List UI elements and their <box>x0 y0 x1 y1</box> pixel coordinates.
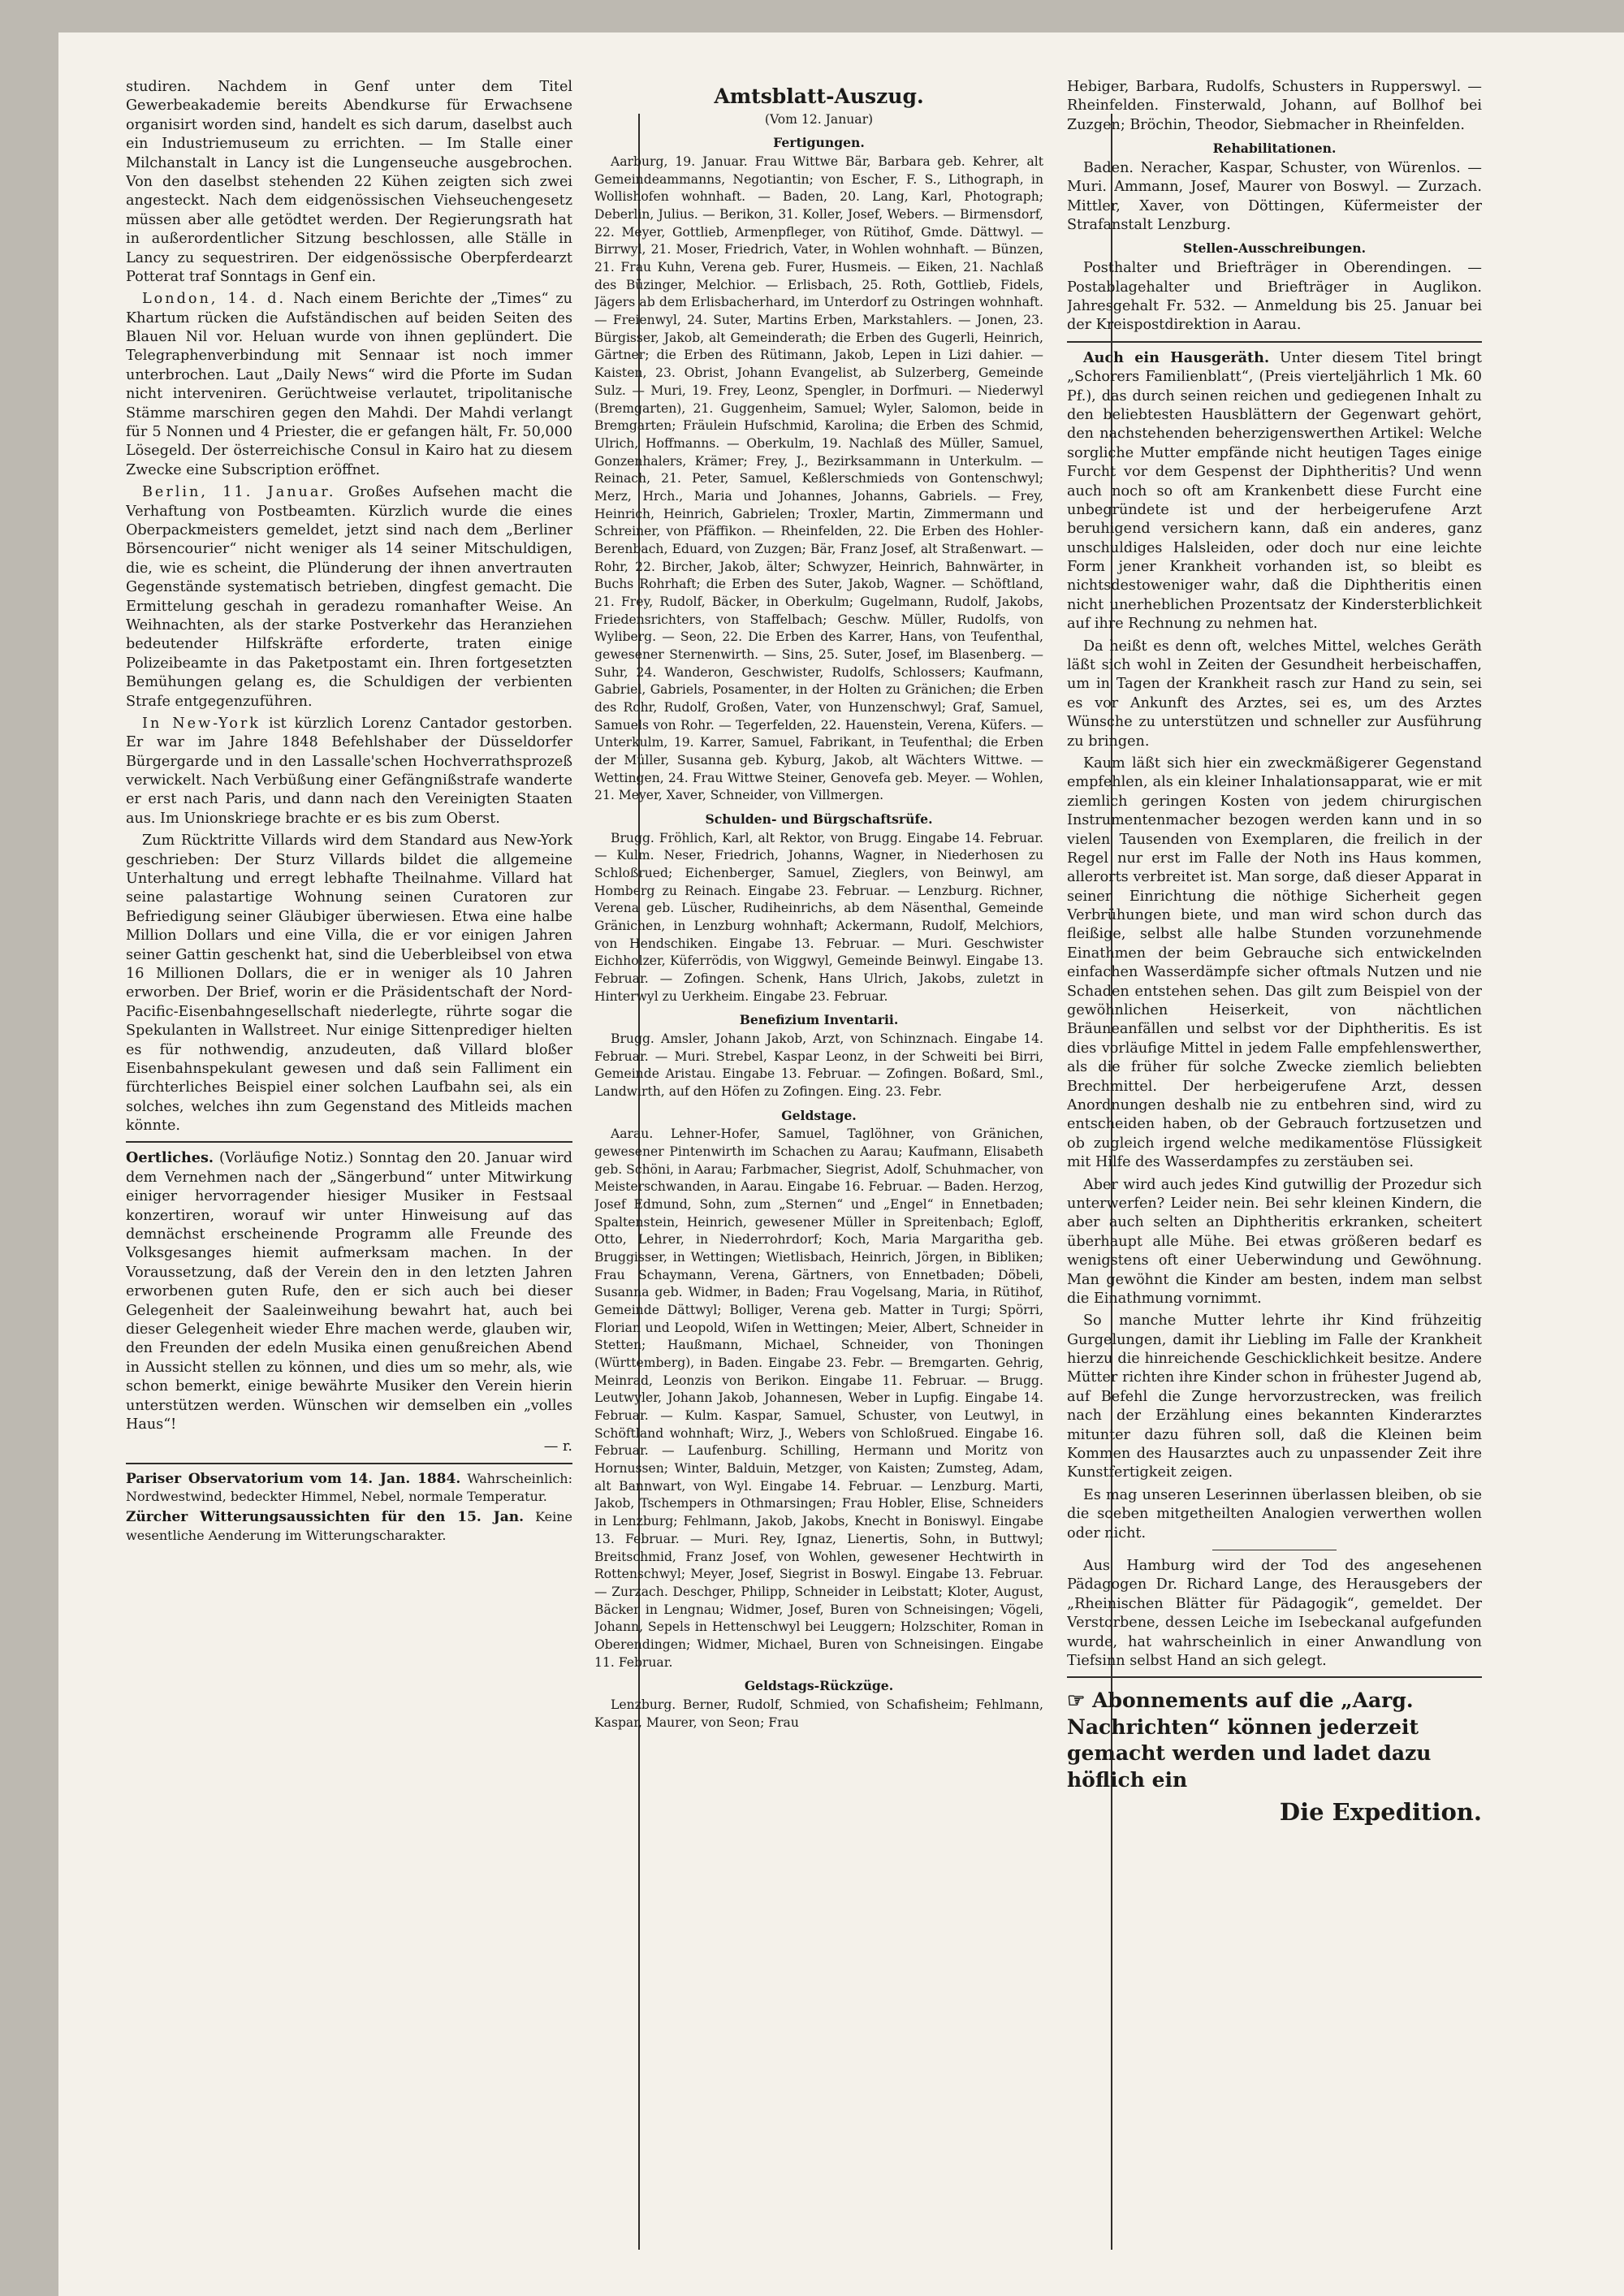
list-schulden: Brugg. Fröhlich, Karl, alt Rektor, von Brugg. Eingabe 14. Februar. — Kulm. Neser, Friedrich, Johanns, Wagner, in Niederhosen zu Schloßrued; Eichenberger, Samuel, Zieglers, von Beinwyl, am Homberg zu Reinach. Eingabe 23. Februar. — Lenzburg. Richner, Verena geb. Lüscher, Rudiheinrichs, ab dem Näsenthal, Gemeinde Gränichen, in Lenzburg wohnhaft; Ackermann, Rudolf, Melchiors, von Hendschiken. Eingabe 13. Februar. — Muri. Geschwister Eichholzer, Küferrödis, von Wiggwyl, Gemeinde Beinwyl. Eingabe 13. Februar. — Zofingen. Schenk, Hans Ulrich, Jakobs, zuletzt in Hinterwyl zu Uerkheim. Eingabe 23. Februar. <box>594 830 1043 1004</box>
list-fertigungen: Aarburg, 19. Januar. Frau Wittwe Bär, Barbara geb. Kehrer, alt Gemeindeammanns, Negotiantin; von Escher, F. S., Lithograph, in Wollishofen wohnhaft. — Baden, 20. Lang, Karl, Photograph; Deberlin, Julius. — Berikon, 31. Koller, Josef, Webers. — Birmensdorf, 22. Meyer, Gottlieb, Armenpfleger, von Rütihof, Gmde. Dättwyl. — Birrwyl, 21. Moser, Friedrich, Vater, in Wohlen wohnhaft. — Bünzen, 21. Frau Kuhn, Verena geb. Furer, Husmeis. — Eiken, 21. Nachlaß des Büzinger, Melchior. — Erlisbach, 25. Roth, Gottlieb, Fidels, Jägers ab dem Erlisbacherhard, im Unterdorf zu Ostringen wohnhaft. — Freienwyl, 24. Suter, Martins Erben, Markstahlers. — Jonen, 23. Bürgisser, Jakob, alt Gemeinderath; die Erben des Gugerli, Heinrich, Gärtner; die Erben des Rütimann, Jakob, Lepen in Lizi dahier. — Kaisten, 23. Obrist, Johann Evangelist, ab Sulzerberg, Gemeinde Sulz. — Muri, 19. Frey, Leonz, Spengler, in Dorfmuri. — Niederwyl (Bremgarten), 21. Guggenheim, Samuel; Wyler, Salomon, beide in Bremgarten; Fräulein Hufschmid, Karolina; die Erben des Schmid, Ulrich, Hoffmanns. — Oberkulm, 19. Nachlaß des Müller, Samuel, Gonzenhalers, Krämer; Frey, J., Bezirksammann in Unterkulm. — Reinach, 21. Peter, Samuel, Keßlerschmieds von Gontenschwyl; Merz, Hrch., Maria und Johannes, Johanns, Gabriels. — Frey, Heinrich, Heinrich, Gabrielen; Troxler, Martin, Zimmermann und Schreiner, von Pfäffikon. — Rheinfelden, 22. Die Erben des Hohler-Berenbach, Eduard, von Zuzgen; Bär, Franz Josef, alt Straßenwart. — Rohr, 22. Bircher, Jakob, älter; Schwyzer, Heinrich, Bahnwärter, in Buchs Rohrhaft; die Erben des Suter, Jakob, Wagner. — Schöftland, 21. Frey, Rudolf, Bäcker, in Oberkulm; Gugelmann, Rudolf, Jakobs, Friedensrichters, von Staffelbach; Geschw. Müller, Rudolfs, von Wyliberg. — Seon, 22. Die Erben des Karrer, Hans, von Teufenthal, gewesener Sternenwirth. — Sins, 25. Suter, Josef, im Blasenberg. — Suhr, 24. Wanderon, Geschwister, Rudolfs, Schlossers; Kaufmann, Gabriel, Gabriels, Posamenter, in der Holten zu Gränichen; die Erben des Rohr, Rudolf, Großen, Vater, von Hunzenschwyl; Graf, Samuel, Samuels von Rohr. — Tegerfelden, 22. Hauenstein, Verena, Küfers. — Unterkulm, 19. Karrer, Samuel, Fabrikant, in Teufenthal; die Erben der Müller, Susanna geb. Kyburg, Jakob, alt Wächters Wittwe. — Wettingen, 24. Frau Wittwe Steiner, Genovefa geb. Meyer. — Wohlen, 21. Meyer, Xaver, Schneider, von Villmergen. <box>594 154 1043 803</box>
list-stellen: Posthalter und Briefträger in Oberendingen. — Postablagehalter und Briefträger in Auglikon. Jahresgehalt Fr. 532. — Anmeldung bis 25. Januar bei der Kreispostdirektion in Aarau. <box>1067 260 1482 334</box>
local-note: (Vorläufige Notiz.) <box>219 1150 354 1167</box>
article-london-text: Nach einem Berichte der „Times“ zu Khartum rücken die Aufständischen auf beiden Seiten des Blauen Nil vor. Heluan wurde von ihnen geplündert. Die Telegraphenverbindung mit Sennaar ist noch immer unterbrochen. Laut „Daily News“ wird die Pforte im Sudan nicht interveniren. Gerüchtweise verlautet, tripolitanische Stämme marschiren gegen den Mahdi. Der Mahdi verlangt für 5 Nonnen und 4 Priester, die er gefangen hält, Fr. 50,000 Lösegeld. Der österreichische Consul in Kairo hat zu diesem Zwecke eine Subscription eröffnet. <box>126 291 572 478</box>
section-divider <box>126 1463 572 1464</box>
list-benefizium: Brugg. Amsler, Johann Jakob, Arzt, von Schinznach. Eingabe 14. Februar. — Muri. Strebel, Kaspar Leonz, in der Schweiti bei Birri, Gemeinde Aristau. Eingabe 13. Februar. — Zofingen. Boßard, Sml., Landwirth, auf den Höfen zu Zofingen. Eing. 23. Febr. <box>594 1031 1043 1100</box>
article-berlin <box>126 483 572 711</box>
weather-paris-heading: Pariser Observatorium <box>126 1470 304 1487</box>
article-villard: Zum Rücktritte Villards wird dem Standard aus New-York geschrieben: Der Sturz Villards bildet die allgemeine Unterhaltung und erregt lebhafte Theilnahme. Villard hat seine palastartige Wohnung seinen Curatoren zur Befriedigung seiner Gläubiger überwiesen. Etwa eine halbe Million Dollars und eine Villa, die er vor einigen Jahren seiner Gattin geschenkt hat, sind die Ueberbleibsel von etwa 16 Millionen Dollars, die er in weniger als 10 Jahren erworben. Der Brief, worin er die Präsidentschaft der Nord-Pacific-Eisenbahngesellschaft niederlegte, rührte sogar die Spekulanten in Wallstreet. Nur einige Sittenprediger hielten es für nothwendig, anzudeuten, daß Villard bloßer Eisenbahnspekulant gewesen und daß sein Falliment ein fürchterliches Beispiel einer solchen Laufbahn sei, als ein solches, welches ihn zum Gegenstand des Mitleids machen könnte. <box>126 832 572 1135</box>
local-signature: — r. <box>543 1438 572 1455</box>
list-continued: Hebiger, Barbara, Rudolfs, Schusters in Rupperswyl. — Rheinfelden. Finsterwald, Johann, auf Bollhof bei Zuzgen; Bröchin, Theodor, Siebmacher in Rheinfelden. <box>1067 79 1482 133</box>
list-rehabilitationen: Baden. Neracher, Kaspar, Schuster, von Würenlos. — Muri. Ammann, Josef, Maurer von Boswyl. — Zurzach. Mittler, Xaver, von Döttingen, Küfermeister der Strafanstalt Lenzburg. <box>1067 159 1482 234</box>
article-london <box>126 290 572 480</box>
section-divider <box>126 1141 572 1143</box>
heading-geldstage: Geldstage. <box>781 1107 857 1123</box>
weather-zurich <box>126 1508 572 1544</box>
list-rueckzuege: Lenzburg. Berner, Rudolf, Schmied, von Schafisheim; Fehlmann, Kaspar, Maurer, von Seon; Frau <box>594 1697 1043 1730</box>
column-middle <box>594 78 1043 2242</box>
weather-paris <box>126 1470 572 1506</box>
amtsblatt-date: (Vom 12. Januar) <box>764 111 874 127</box>
article-new-york <box>126 715 572 828</box>
article-berlin-text: Großes Aufsehen macht die Verhaftung von Postbeamten. Kürzlich wurde die eines Oberpackmeisters gemeldet, jetzt sind nach dem „Berliner Börsencourier“ nicht weniger als 14 seiner Mitschuldigen, die, wie es scheint, die Plünderung der ihnen anvertrauten Gegenstände systematisch betrieben, dingfest gemacht. Die Ermittelung geschah in geradezu romanhafter Weise. An Weihnachten, als der starke Postverkehr das Heranziehen bedeutender Hilfskräfte erforderte, traten einige Polizeibeamte in das Paketpostamt ein. Ihren fortgesetzten Bemühungen gelang es, die Schuldigen der verbienten Strafe entgegenzuführen. <box>126 484 572 710</box>
heading-benefizium: Benefizium Inventarii. <box>739 1012 899 1028</box>
heading-schulden: Schulden- und Bürgschaftsrüfe. <box>705 811 933 827</box>
article-local <box>126 1148 572 1434</box>
weather-paris-date: vom 14. Jan. 1884. <box>309 1470 461 1487</box>
hausgeraeth-heading: Auch ein Hausgeräth. <box>1083 348 1270 366</box>
heading-rueckzuege: Geldstags-Rückzüge. <box>744 1678 894 1694</box>
hausgeraeth-paragraph: Aber wird auch jedes Kind gutwillig der Prozedur sich unterwerfen? Leider nein. Bei sehr kleinen Kindern, die aber auch selten an Diphtheritis erkranken, scheitert überhaupt alle Mühe. Bei etwas größeren bedarf es wenigstens oft einer Ueberwindung und Gewöhnung. Man gewöhnt die Kinder am besten, indem man selbst die Einathmung vornimmt. <box>1067 1176 1482 1307</box>
local-heading: Oertliches. <box>126 1149 214 1167</box>
dateline-london: London, 14. d. <box>142 291 287 308</box>
weather-zurich-heading: Zürcher Witterungsaussichten <box>126 1509 370 1526</box>
weather-paris-text: Wahrscheinlich: Nordwestwind, bedeckter Himmel, Nebel, normale Temperatur. <box>126 1470 572 1505</box>
article-geneva: studiren. Nachdem in Genf unter dem Titel Gewerbeakademie bereits Abendkurse für Erwachsene organisirt worden sind, handelt es sich darum, daselbst auch ein Industriemuseum zu errichten. — Im Stalle einer Milchanstalt in Lancy ist die Lungenseuche ausgebrochen. Von den daselbst stehenden 22 Kühen zeigten sich zwei angesteckt. Nach dem eidgenössischen Viehseuchengesetz müssen aber alle getödtet werden. Der Regierungsrath hat in außerordentlicher Sitzung beschlossen, alle Ställe in Lancy zu sequestriren. Der eidgenössische Oberpferdearzt Potterat traf Sonntags in Genf ein. <box>126 79 572 285</box>
heading-fertigungen: Fertigungen. <box>773 135 865 151</box>
article-hausgeraeth <box>1067 348 1482 634</box>
section-divider <box>1067 341 1482 343</box>
heading-rehabilitationen: Rehabilitationen. <box>1212 141 1337 157</box>
notice-signature: Die Expedition. <box>1279 1798 1482 1827</box>
heading-stellen: Stellen-Ausschreibungen. <box>1182 240 1367 257</box>
hausgeraeth-paragraph: Da heißt es denn oft, welches Mittel, welches Geräth läßt sich wohl in Zeiten der Gesundheit herbeischaffen, um in Tagen der Krankheit rasch zur Hand zu sein, sei es vor Ankunft des Arztes, sei es, um des Arztes Wünsche zu unterstützen und schneller zur Ausführung zu bringen. <box>1067 638 1482 750</box>
hausgeraeth-text: Unter diesem Titel bringt „Schorers Familienblatt“, (Preis vierteljährlich 1 Mk. 60 Pf.), das durch seinen reichen und gediegenen Inhalt zu den beliebtesten Hausblättern der Gegenwart gehört, den nachstehenden beherzigenswerthen Artikel: Welche sorgliche Mutter empfände nicht heutigen Tages einige Furcht vor dem Gespenst der Diphtheritis? Und wenn auch noch so oft am Krankenbett diese Furcht eine unbegründete ist und der herbeigerufene Arzt beruhigend versichern kann, daß ein anderes, ganz unschuldiges Halsleiden, oder doch nur eine leichte Form jener Krankheit vorhanden ist, so bleibt es nichtsdestoweniger wahr, daß die Diphtheritis einen nicht unerheblichen Prozentsatz der Kindersterblichkeit auf ihre Rechnung zu nehmen hat. <box>1067 349 1482 633</box>
column-right <box>1067 78 1482 2242</box>
local-text: Sonntag den 20. Januar wird dem Vernehmen nach der „Sängerbund“ unter Mitwirkung einiger hervorragender hiesiger Musiker in Festsaal konzertiren, worauf wir unter Hinweisung auf das demnächst erscheinende Programm alle Freunde des Volksgesanges hiemit aufmerksam machen. In der Voraussetzung, daß der Verein den in den letzten Jahren erworbenen guten Rufe, den er sich auch bei dieser Gelegenheit der Saaleinweihung bewahrt hat, auch bei dieser Gelegenheit wieder Ehre machen werde, glauben wir, den Freunden der edeln Musika einen genußreichen Abend in Aussicht stellen zu können, und dies um so mehr, als, wie schon bemerkt, einige bewährte Musiker den Verein hierin unterstützen werden. Wünschen wir demselben ein „volles Haus“! <box>126 1150 572 1433</box>
weather-zurich-date: für den 15. Jan. <box>381 1509 525 1526</box>
hausgeraeth-paragraph: Es mag unseren Leserinnen überlassen bleiben, ob sie die soeben mitgetheilten Analogien verwerthen wollen oder nicht. <box>1067 1486 1482 1541</box>
hausgeraeth-paragraph: Kaum läßt sich hier ein zweckmäßigerer Gegenstand empfehlen, als ein kleiner Inhalationsapparat, wie er mit ziemlich geringen Kosten von jedem chirurgischen Instrumentenmacher bezogen werden kann und in so vielen Tausenden von Exemplaren, die freilich in der Regel nur erst im Falle der Noth ins Haus kommen, allerorts verbreitet ist. Man sorge, daß dieser Apparat in seiner Einrichtung die nöthige Sicherheit gegen Verbrühungen biete, und man wird schon durch das fleißige, selbst alle halbe Stunden vorzunehmende Einathmen der beim Gebrauche sich entwickelnden einfachen Wasserdämpfe sicher oftmals Nutzen und nie Schaden entstehen sehen. Das gilt zum Beispiel von der gewöhnlichen Heiserkeit, von nächtlichen Bräuneanfällen und selbst vor der Diphtheritis. Es ist dies vorläufige Mittel in jedem Falle empfehlenswerther, als die früher für solche Zwecke ziemlich beliebten Brechmittel. Der herbeigerufene Arzt, dessen Anordnungen deshalb nie zu entbehren sind, wird zu entscheiden haben, ob der Gebrauch fortzusetzen und ob zugleich irgend welche medikamentöse Flüssigkeit mit Hilfe des Wasserdampfes zu zerstäuben sei. <box>1067 755 1482 1171</box>
list-geldstage: Aarau. Lehner-Hofer, Samuel, Taglöhner, von Gränichen, gewesener Pintenwirth im Schachen zu Aarau; Kaufmann, Elisabeth geb. Schöni, in Aarau; Farbmacher, Siegrist, Adolf, Schuhmacher, von Meisterschwanden, in Aarau. Eingabe 16. Februar. — Baden. Herzog, Josef Edmund, Sohn, zum „Sternen“ und „Engel“ in Ennetbaden; Spaltenstein, Heinrich, gewesener Müller in Spreitenbach; Egloff, Otto, Lehrer, in Niederrohrdorf; Koch, Maria Margaritha geb. Bruggisser, in Wettingen; Wietlisbach, Heinrich, Jörgen, in Bibliken; Frau Schaymann, Verena, Gärtners, von Ennetbaden; Döbeli, Susanna geb. Widmer, in Baden; Frau Vogelsang, Maria, in Rütihof, Gemeinde Dättwyl; Bolliger, Verena geb. Matter in Turgi; Spörri, Florian und Leopold, Wiſen in Wettingen; Meier, Albert, Schneider in Stetten; Haußmann, Michael, Schneider, von Thoningen (Württemberg), in Baden. Eingabe 23. Febr. — Bremgarten. Gehrig, Meinrad, Leonzis von Berikon. Eingabe 11. Februar. — Brugg. Leutwyler, Johann Jakob, Johannesen, Weber in Lupfig. Eingabe 14. Februar. — Kulm. Kaspar, Samuel, Schuster, von Leutwyl, in Schöftland wohnhaft; Wirz, J., Webers von Schloßrued. Eingabe 16. Februar. — Laufenburg. Schilling, Hermann und Moritz von Hornussen; Winter, Balduin, Metzger, von Kaisten; Zumsteg, Adam, alt Bannwart, von Wyl. Eingabe 14. Februar. — Lenzburg. Marti, Jakob, Tschempers in Othmarsingen; Frau Hobler, Elise, Schneiders in Lenzburg; Fehlmann, Jakob, Jakobs, Knecht in Boniswyl. Eingabe 13. Februar. — Muri. Rey, Ignaz, Lienertis, Sohn, in Buttwyl; Breitschmid, Franz Josef, von Wohlen, gewesener Hechtwirth in Rottenschwyl; Meyer, Josef, Siegrist in Boswyl. Eingabe 13. Februar. — Zurzach. Deschger, Philipp, Schneider in Leibstatt; Kloter, August, Bäcker in Lengnau; Widmer, Josef, Buren von Schneisingen; Vögeli, Johann, Sepels in Hettenschwyl bei Leuggern; Holzschiter, Roman in Oberendingen; Widmer, Michael, Buren von Schneisingen. Eingabe 11. Februar. <box>594 1126 1043 1670</box>
article-hamburg: Aus Hamburg wird der Tod des angesehenen Pädagogen Dr. Richard Lange, des Herausgebers der „Rheinischen Blätter für Pädagogik“, gemeldet. Der Verstorbene, dessen Leiche im Isebeckanal aufgefunden wurde, hat wahrscheinlich in einer Anwandlung von Tiefsinn selbst Hand an sich gelegt. <box>1067 1557 1482 1669</box>
dateline-new-york: In New-York <box>142 715 261 732</box>
article-new-york-text: ist kürzlich Lorenz Cantador gestorben. Er war im Jahre 1848 Befehlshaber der Düsseldorfer Bürgergarde und in den Lassalle'schen Hochverrathsprozeß verwickelt. Nach Verbüßung einer Gefängnißstrafe wanderte er erst nach Paris, und dann nach den Vereinigten Staaten aus. Im Unionskriege brachte er es bis zum Oberst. <box>126 715 572 827</box>
column-left <box>126 78 572 2242</box>
subscription-notice: ☞ Abonnements auf die „Aarg. Nachrichten“ können jederzeit gemacht werden und ladet dazu höflich ein <box>1067 1688 1432 1792</box>
dateline-berlin: Berlin, 11. Januar. <box>142 484 336 501</box>
weather-zurich-text: Keine wesentliche Aenderung im Witterungscharakter. <box>126 1509 572 1543</box>
section-divider <box>1067 1676 1482 1678</box>
hausgeraeth-paragraph: So manche Mutter lehrte ihr Kind frühzeitig Gurgelungen, damit ihr Liebling im Falle der Krankheit hierzu die hinreichende Geschicklichkeit besitze. Andere Mütter richten ihre Kinder schon in frühester Jugend ab, auf Befehl die Zunge hervorzustrecken, was freilich nach der Erzählung eines bekannten Kinderarztes mitunter dazu führen soll, daß die Kleinen beim Kommen des Hausarztes auch zu unpassender Zeit ihre Kunstfertigkeit zeigen. <box>1067 1312 1482 1481</box>
amtsblatt-title: Amtsblatt-Auszug. <box>714 84 924 108</box>
